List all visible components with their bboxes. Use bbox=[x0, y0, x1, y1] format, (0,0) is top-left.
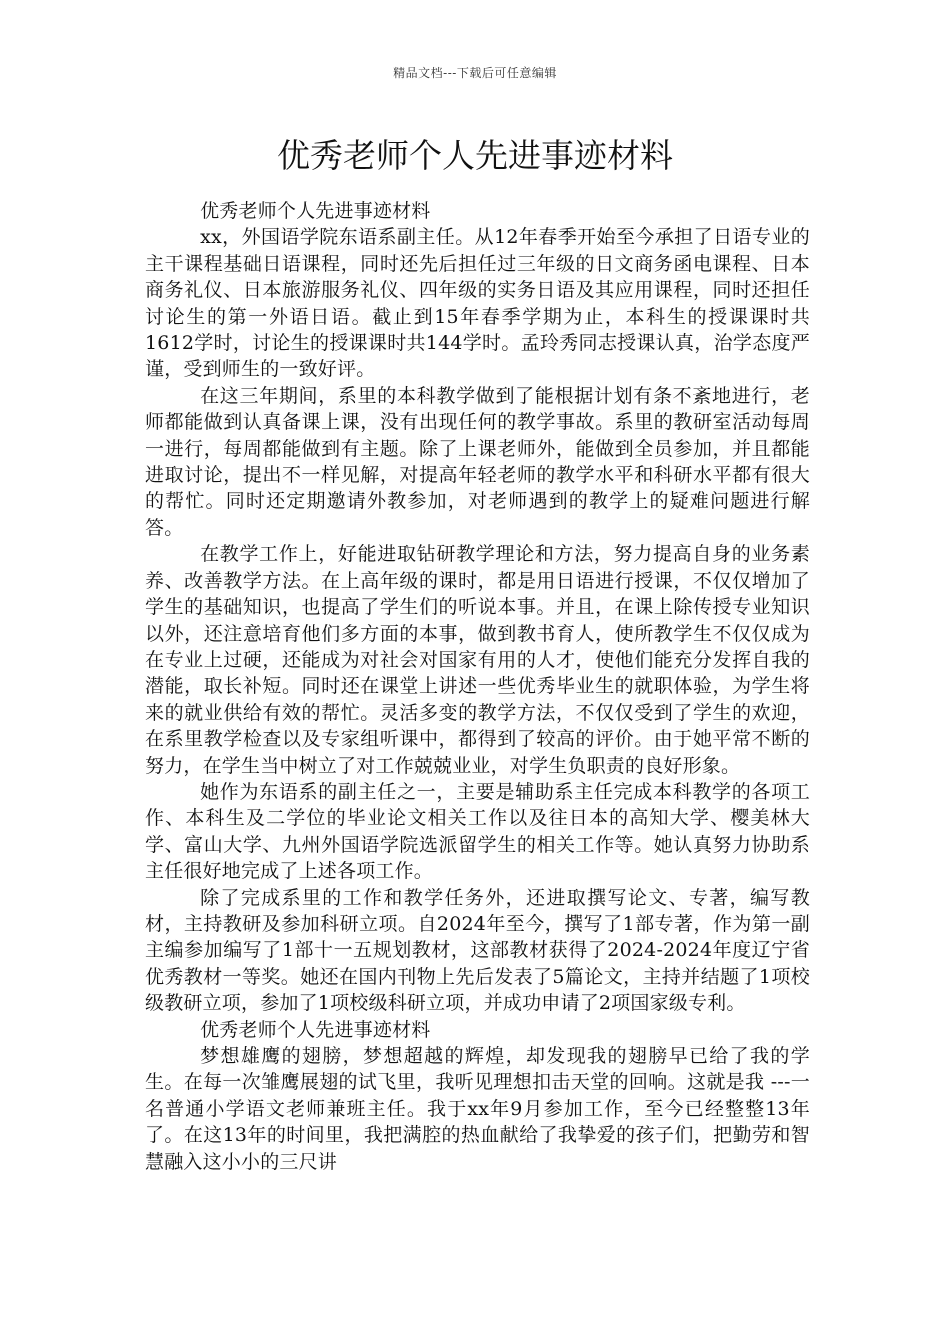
paragraph: 她作为东语系的副主任之一，主要是辅助系主任完成本科教学的各项工作、本科生及二学位的毕业论文相关工作以及往日本的高知大学、樱美林大学、富山大学、九州外国语学院选派留学生的相关工作等。她认真努力协助系主任很好地完成了上述各项工作。 bbox=[145, 780, 810, 883]
section-heading: 优秀老师个人先进事迹材料 bbox=[200, 200, 431, 222]
document-title: 优秀老师个人先进事迹材料 bbox=[277, 136, 673, 175]
header-note: 精品文档---下载后可任意编辑 bbox=[393, 66, 557, 80]
paragraph: 除了完成系里的工作和教学任务外，还进取撰写论文、专著，编写教材，主持教研及参加科研立项。自2024年至今，撰写了1部专著，作为第一副主编参加编写了1部十一五规划教材，这部教材获得了2024-2024年度辽宁省优秀教材一等奖。她还在国内刊物上先后发表了5篇论文，主持并结题了1项校级教研立项，参加了1项校级科研立项，并成功申请了2项国家级专利。 bbox=[145, 886, 810, 1015]
document-body bbox=[145, 198, 810, 1175]
paragraph: 在这三年期间，系里的本科教学做到了能根据计划有条不紊地进行，老师都能做到认真备课上课，没有出现任何的教学事故。系里的教研室活动每周一进行，每周都能做到有主题。除了上课老师外，能做到全员参加，并且都能进取讨论，提出不一样见解，对提高年轻老师的教学水平和科研水平都有很大的帮忙。同时还定期邀请外教参加，对老师遇到的教学上的疑难问题进行解答。 bbox=[145, 384, 810, 539]
section-heading: 优秀老师个人先进事迹材料 bbox=[200, 1018, 431, 1041]
paragraph: 梦想雄鹰的翅膀，梦想超越的辉煌，却发现我的翅膀早已给了我的学生。在每一次雏鹰展翅的试飞里，我听见理想扣击天堂的回响。这就是我 ---一名普通小学语文老师兼班主任。我于xx年9月参加工作，至今已经整整13年了。在这13年的时间里，我把满腔的热血献给了我挚爱的孩子们，把勤劳和智慧融入这小小的三尺讲 bbox=[145, 1045, 810, 1173]
paragraph: xx，外国语学院东语系副主任。从12年春季开始至今承担了日语专业的主干课程基础日语课程，同时还先后担任过三年级的日文商务函电课程、日本商务礼仪、日本旅游服务礼仪、四年级的实务日语及其应用课程，同时还担任讨论生的第一外语日语。截止到15年春季学期为止，本科生的授课课时共1612学时，讨论生的授课课时共144学时。孟玲秀同志授课认真，治学态度严谨，受到师生的一致好评。 bbox=[145, 226, 810, 381]
paragraph: 在教学工作上，好能进取钻研教学理论和方法，努力提高自身的业务素养、改善教学方法。在上高年级的课时，都是用日语进行授课，不仅仅增加了学生的基础知识，也提高了学生们的听说本事。并且，在课上除传授专业知识以外，还注意培育他们多方面的本事，做到教书育人，使所教学生不仅仅成为在专业上过硬，还能成为对社会对国家有用的人才，使他们能充分发挥自我的潜能，取长补短。同时还在课堂上讲述一些优秀毕业生的就职体验，为学生将来的就业供给有效的帮忙。灵活多变的教学方法，不仅仅受到了学生的欢迎，在系里教学检查以及专家组听课中，都得到了较高的评价。由于她平常不断的努力，在学生当中树立了对工作兢兢业业，对学生负职责的良好形象。 bbox=[145, 543, 810, 777]
